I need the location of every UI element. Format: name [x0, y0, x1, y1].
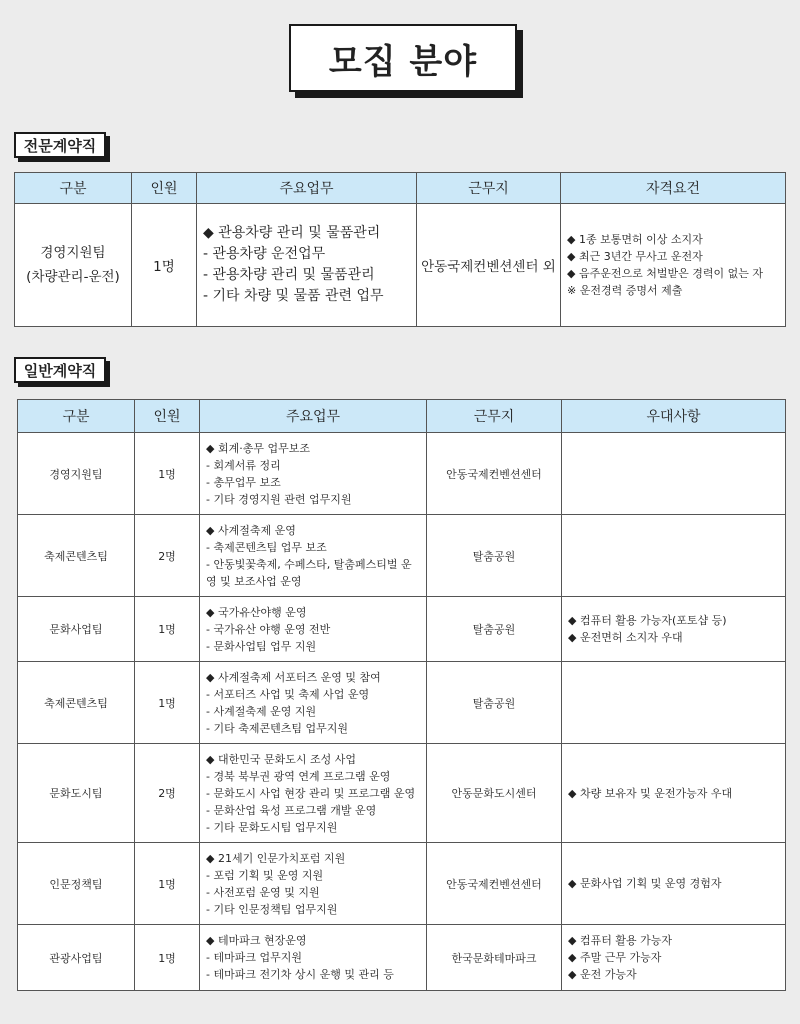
duties-cell [200, 662, 427, 744]
preferences-cell [562, 515, 786, 597]
duty-line: - 회계서류 정리 [206, 458, 281, 472]
duty-line: - 문화도시 사업 현장 관리 및 프로그램 운영 [206, 786, 416, 800]
preference-line: ◆ 차량 보유자 및 운전가능자 우대 [568, 786, 733, 800]
duty-line: ◆ 대한민국 문화도시 조성 사업 [206, 752, 356, 766]
duties-cell [200, 597, 427, 662]
header-requirements: 자격요건 [561, 173, 786, 204]
page-title: 모집 분야 [289, 24, 517, 92]
duty-line: - 문화산업 육성 프로그램 개발 운영 [206, 803, 377, 817]
table-row [18, 515, 786, 597]
preferences-cell [562, 925, 786, 991]
team-cell: 축제콘텐츠팀 [18, 662, 135, 744]
duty-line: ◆ 국가유산야행 운영 [206, 605, 307, 619]
duty-line: - 축제콘텐츠팀 업무 보조 [206, 540, 327, 554]
duties-cell [200, 515, 427, 597]
team-cell [15, 204, 132, 327]
duty-line: ◆ 회계·총무 업무보조 [206, 441, 310, 455]
location-cell: 안동국제컨벤션센터 [427, 433, 562, 515]
table-row [18, 597, 786, 662]
header-count: 인원 [132, 173, 197, 204]
preferences-cell [562, 433, 786, 515]
team-cell: 인문정책팀 [18, 843, 135, 925]
requirements-cell [561, 204, 786, 327]
header-count: 인원 [135, 400, 200, 433]
count-cell: 1명 [135, 843, 200, 925]
location-cell: 탈춤공원 [427, 597, 562, 662]
table-row [15, 204, 786, 327]
team-cell: 관광사업팀 [18, 925, 135, 991]
count-cell: 1명 [135, 433, 200, 515]
preference-line: ◆ 운전 가능자 [568, 968, 637, 981]
count-cell: 1명 [135, 597, 200, 662]
preference-line: ◆ 주말 근무 가능자 [568, 951, 662, 964]
duty-line: ◆ 사계절축제 운영 [206, 523, 296, 537]
preferences-cell [562, 744, 786, 843]
header-division: 구분 [15, 173, 132, 204]
header-duties: 주요업무 [200, 400, 427, 433]
duty-line: - 테마파크 전기차 상시 운행 및 관리 등 [206, 968, 394, 981]
duty-line: - 총무업무 보조 [206, 475, 281, 489]
duty-line: - 포럼 기획 및 운영 지원 [206, 868, 324, 882]
duties-cell [200, 843, 427, 925]
preference-line: ◆ 문화사업 기획 및 운영 경험자 [568, 877, 722, 890]
count-cell: 2명 [135, 744, 200, 843]
table-row [18, 662, 786, 744]
duties-cell [200, 925, 427, 991]
header-location: 근무지 [427, 400, 562, 433]
location-cell: 안동국제컨벤션센터 외 [417, 204, 561, 327]
header-duties: 주요업무 [197, 173, 417, 204]
count-cell: 1명 [135, 925, 200, 991]
duty-line: 영 및 보조사업 운영 [206, 574, 302, 588]
duty-line: - 기타 문화도시팀 업무지원 [206, 820, 338, 834]
general-table [17, 399, 786, 991]
preference-line: ◆ 컴퓨터 활용 가능자(포토샵 등) [568, 614, 727, 627]
location-cell: 한국문화테마파크 [427, 925, 562, 991]
duty-line: - 경북 북부권 광역 연계 프로그램 운영 [206, 769, 391, 783]
duty-line: ◆ 테마파크 현장운영 [206, 934, 307, 947]
duty-line: - 서포터즈 사업 및 축제 사업 운영 [206, 687, 370, 701]
table-row [18, 744, 786, 843]
duty-line: - 기타 경영지원 관련 업무지원 [206, 492, 352, 506]
section-label-text: 일반계약직 [14, 357, 106, 383]
location-cell: 안동문화도시센터 [427, 744, 562, 843]
duty-line: - 기타 차량 및 물품 관련 업무 [203, 288, 384, 304]
team-subname: (차량관리-운전) [26, 269, 120, 285]
preferences-cell [562, 662, 786, 744]
duty-line: - 관용차량 관리 및 물품관리 [203, 267, 375, 283]
duty-line: - 사계절축제 운영 지원 [206, 704, 317, 718]
professional-table [14, 172, 786, 327]
section-label-text: 전문계약직 [14, 132, 106, 158]
preference-line: ◆ 컴퓨터 활용 가능자 [568, 934, 672, 947]
count-cell: 2명 [135, 515, 200, 597]
location-cell: 탈춤공원 [427, 515, 562, 597]
duty-line: - 국가유산 야행 운영 전반 [206, 622, 331, 636]
duties-cell [197, 204, 417, 327]
team-name: 경영지원팀 [40, 245, 106, 261]
header-division: 구분 [18, 400, 135, 433]
page-title-frame [289, 24, 525, 100]
duty-line: ◆ 21세기 인문가치포럼 지원 [206, 851, 346, 865]
duty-line: - 안동빛꽃축제, 수페스타, 탈춤페스티벌 운 [206, 557, 412, 571]
duty-line: - 기타 축제콘텐츠팀 업무지원 [206, 721, 348, 735]
requirement-line: ◆ 음주운전으로 처벌받은 경력이 없는 자 [567, 267, 763, 280]
requirement-line: ※ 운전경력 증명서 제출 [567, 284, 683, 297]
table-row [18, 925, 786, 991]
location-cell: 안동국제컨벤션센터 [427, 843, 562, 925]
team-cell: 경영지원팀 [18, 433, 135, 515]
count-cell: 1명 [135, 662, 200, 744]
header-location: 근무지 [417, 173, 561, 204]
preference-line: ◆ 운전면허 소지자 우대 [568, 631, 683, 644]
duty-line: - 사전포럼 운영 및 지원 [206, 885, 320, 899]
location-cell: 탈춤공원 [427, 662, 562, 744]
duty-line: - 테마파크 업무지원 [206, 951, 302, 964]
preferences-cell [562, 597, 786, 662]
duties-cell [200, 744, 427, 843]
team-cell: 축제콘텐츠팀 [18, 515, 135, 597]
team-cell: 문화사업팀 [18, 597, 135, 662]
table-row [18, 433, 786, 515]
duty-line: - 기타 인문정책팀 업무지원 [206, 902, 338, 916]
header-preferences: 우대사항 [562, 400, 786, 433]
requirement-line: ◆ 1종 보통면허 이상 소지자 [567, 233, 703, 246]
duty-line: ◆ 사계절축제 서포터즈 운영 및 참여 [206, 670, 381, 684]
duties-cell [200, 433, 427, 515]
table-header-row [15, 173, 786, 204]
requirement-line: ◆ 최근 3년간 무사고 운전자 [567, 250, 703, 263]
table-row [18, 843, 786, 925]
duty-line: - 문화사업팀 업무 지원 [206, 639, 317, 653]
duty-line: ◆ 관용차량 관리 및 물품관리 [203, 225, 381, 241]
team-cell: 문화도시팀 [18, 744, 135, 843]
table-header-row [18, 400, 786, 433]
count-cell: 1명 [132, 204, 197, 327]
duty-line: - 관용차량 운전업무 [203, 246, 326, 262]
preferences-cell [562, 843, 786, 925]
